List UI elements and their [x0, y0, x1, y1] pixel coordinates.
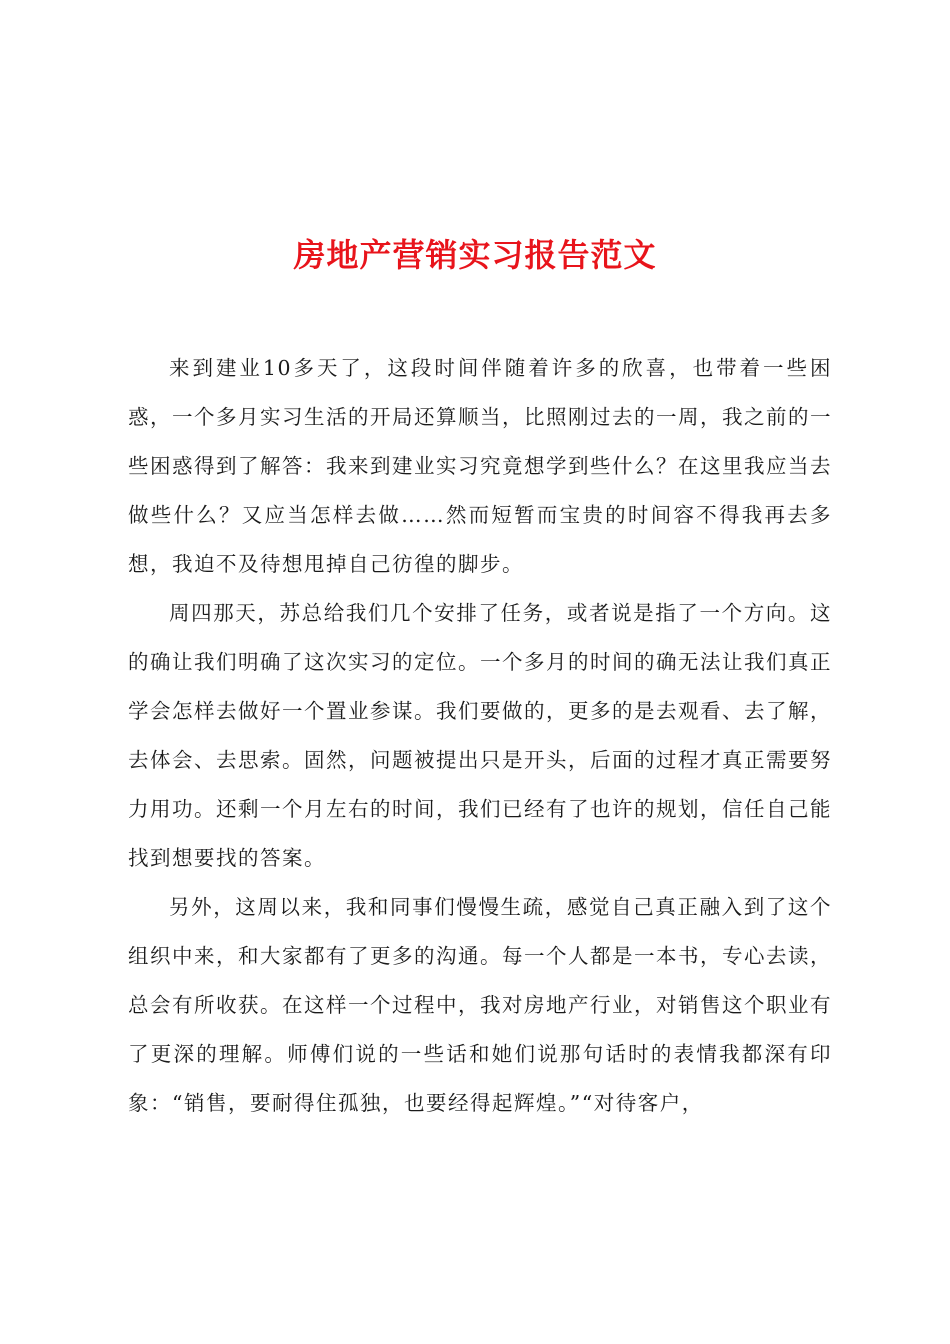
document-body [128, 344, 832, 1128]
paragraph-2: 周四那天，苏总给我们几个安排了任务，或者说是指了一个方向。这的确让我们明确了这次实习的定位。一个多月的时间的确无法让我们真正学会怎样去做好一个置业参谋。我们要做的，更多的是去观看、去了解，去体会、去思索。固然，问题被提出只是开头，后面的过程才真正需要努力用功。还剩一个月左右的时间，我们已经有了也许的规划，信任自己能找到想要找的答案。 [128, 601, 832, 870]
paragraph-1: 来到建业10多天了，这段时间伴随着许多的欣喜，也带着一些困惑，一个多月实习生活的开局还算顺当，比照刚过去的一周，我之前的一些困惑得到了解答：我来到建业实习究竟想学到些什么？在这里我应当去做些什么？又应当怎样去做……然而短暂而宝贵的时间容不得我再去多想，我迫不及待想甩掉自己彷徨的脚步。 [128, 356, 832, 576]
paragraph-3: 另外，这周以来，我和同事们慢慢生疏，感觉自己真正融入到了这个组织中来，和大家都有了更多的沟通。每一个人都是一本书，专心去读，总会有所收获。在这样一个过程中，我对房地产行业，对销售这个职业有了更深的理解。师傅们说的一些话和她们说那句话时的表情我都深有印象：“销售，要耐得住孤独，也要经得起辉煌。”“对待客户， [128, 895, 832, 1115]
document-title: 房地产营销实习报告范文 [293, 236, 657, 275]
